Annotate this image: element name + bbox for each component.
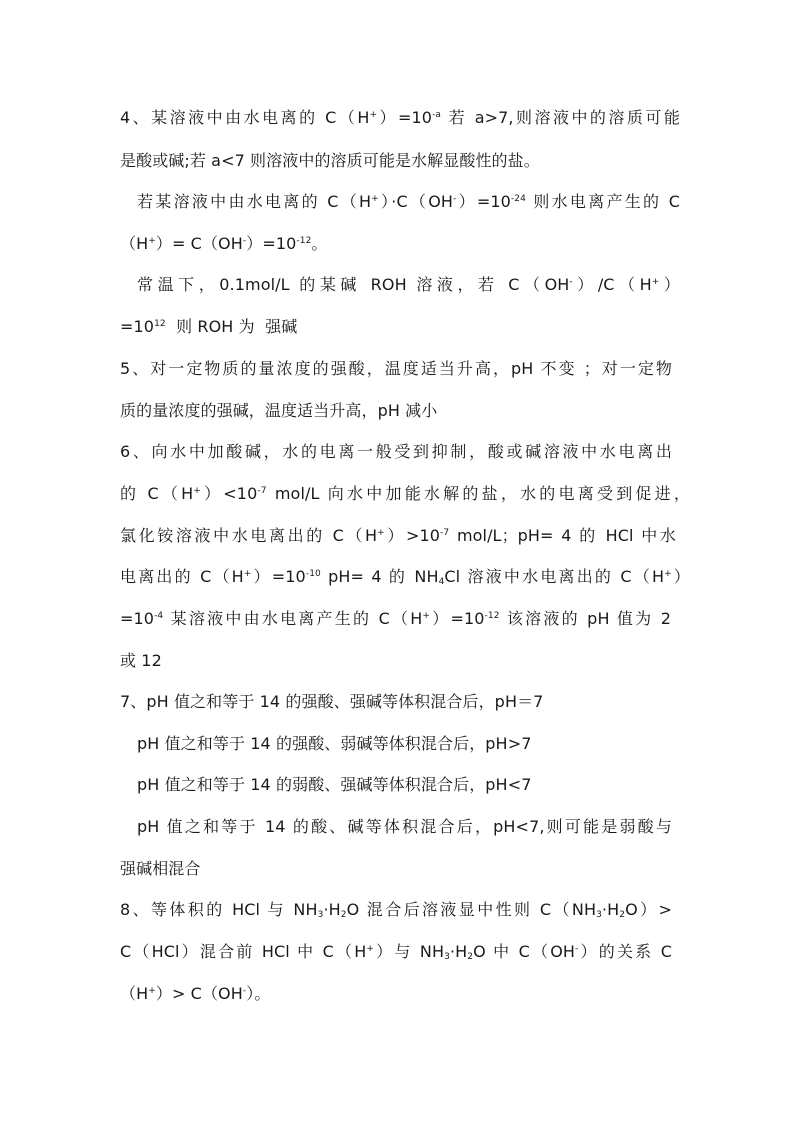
superscript: 12: [154, 319, 166, 329]
superscript: +: [193, 486, 201, 496]
text-line: 或 12: [120, 651, 162, 670]
superscript: -24: [510, 194, 526, 204]
text-line: 强碱相混合: [120, 859, 201, 878]
text-line: 8、等体积的 HCl 与 $NH_3\cdot H_2O$ 混合后溶液显中性则 $C(NH_3\cdot H_2O)>$: [120, 900, 672, 920]
superscript: -12: [484, 611, 500, 621]
superscript: -4: [154, 611, 164, 621]
superscript: -: [453, 194, 457, 204]
superscript: -12: [296, 236, 312, 246]
superscript: -: [575, 944, 579, 954]
superscript: +: [651, 277, 660, 287]
superscript: -7: [440, 528, 450, 538]
subscript: 2: [619, 910, 626, 920]
superscript: +: [369, 110, 378, 120]
subscript: 3: [444, 952, 450, 962]
text-line: pH 值之和等于 14 的弱酸、强碱等体积混合后，pH<7: [137, 775, 532, 794]
subscript: 2: [467, 952, 474, 962]
text-line: （H+）> C（OH-）。: [120, 984, 271, 1003]
text-line: 若某溶液中由水电离的 $C(H^+)\cdot C(OH^-)=10^{-24}$ 则水电离产生的 C: [137, 192, 680, 211]
superscript: +: [664, 569, 672, 579]
text-line: $(H^+)= C(OH^-)=10^{-12}$。: [120, 234, 328, 253]
superscript: -7: [257, 486, 267, 496]
superscript: -: [242, 236, 247, 246]
text-line: 7、pH 值之和等于 14 的强酸、强碱等体积混合后，pH＝7: [120, 692, 544, 711]
text-line: pH 值之和等于 14 的强酸、弱碱等体积混合后，pH>7: [137, 734, 532, 753]
text-line: 电离出的 $C(H^+)=10^{-10}$ pH= 4 的 $NH_4Cl$ 溶液中水电离出的 C（H+）: [120, 567, 690, 587]
text-line: 5、对一定物质的量浓度的强酸，温度适当升高，pH 不变 ；对一定物: [120, 359, 672, 378]
text-line: 是酸或碱;若 a<7 则溶液中的溶质可能是水解显酸性的盐。: [120, 151, 540, 170]
superscript: +: [243, 569, 252, 579]
superscript: -a: [432, 110, 442, 120]
text-line: 6、向水中加酸碱，水的电离一般受到抑制，酸或碱溶液中水电离出: [120, 442, 672, 461]
subscript: 3: [596, 910, 602, 920]
subscript: 2: [340, 910, 347, 920]
text-line: $=10^{-4}$ 某溶液中由水电离产生的 $C(H^+)=10^{-12}$ 该溶液的 pH 值为 2: [120, 609, 671, 628]
subscript: 4: [438, 577, 445, 587]
text-line: $=10^{12}$ 则 ROH 为 强碱: [120, 317, 298, 336]
superscript: +: [366, 944, 375, 954]
text-line: C（HCl）混合前 HCl 中 C（H+）与 $NH_3\cdot H_2O$ 中 C（OH-）的关系 C: [120, 942, 672, 962]
superscript: -10: [305, 569, 321, 579]
superscript: +: [422, 611, 431, 621]
text-line: 的 $C(H^+)<10^{-7}$ mol/L 向水中加能水解的盐，水的电离受到促进，: [120, 484, 690, 503]
superscript: +: [371, 194, 379, 204]
superscript: +: [377, 528, 385, 538]
superscript: +: [148, 236, 156, 246]
superscript: +: [148, 986, 156, 996]
superscript: -: [569, 277, 573, 287]
text-line: 常温下，0.1mol/L 的某碱 ROH 溶液，若 C（OH-）/C（H+）: [137, 275, 680, 294]
text-line: 氯化铵溶液中水电离出的 $C(H^+)>10^{-7}$ mol/L；pH= 4 的 HCl 中水: [120, 526, 676, 545]
text-line: pH 值之和等于 14 的酸、碱等体积混合后，pH<7,则可能是弱酸与: [137, 817, 672, 836]
superscript: -: [242, 986, 247, 996]
subscript: 3: [317, 910, 324, 920]
text-line: 4、某溶液中由水电离的 $C(H^+)=10^{-a}$ 若 a>7,则溶液中的溶质可能: [120, 108, 680, 127]
text-line: 质的量浓度的强碱，温度适当升高，pH 减小: [120, 401, 438, 420]
